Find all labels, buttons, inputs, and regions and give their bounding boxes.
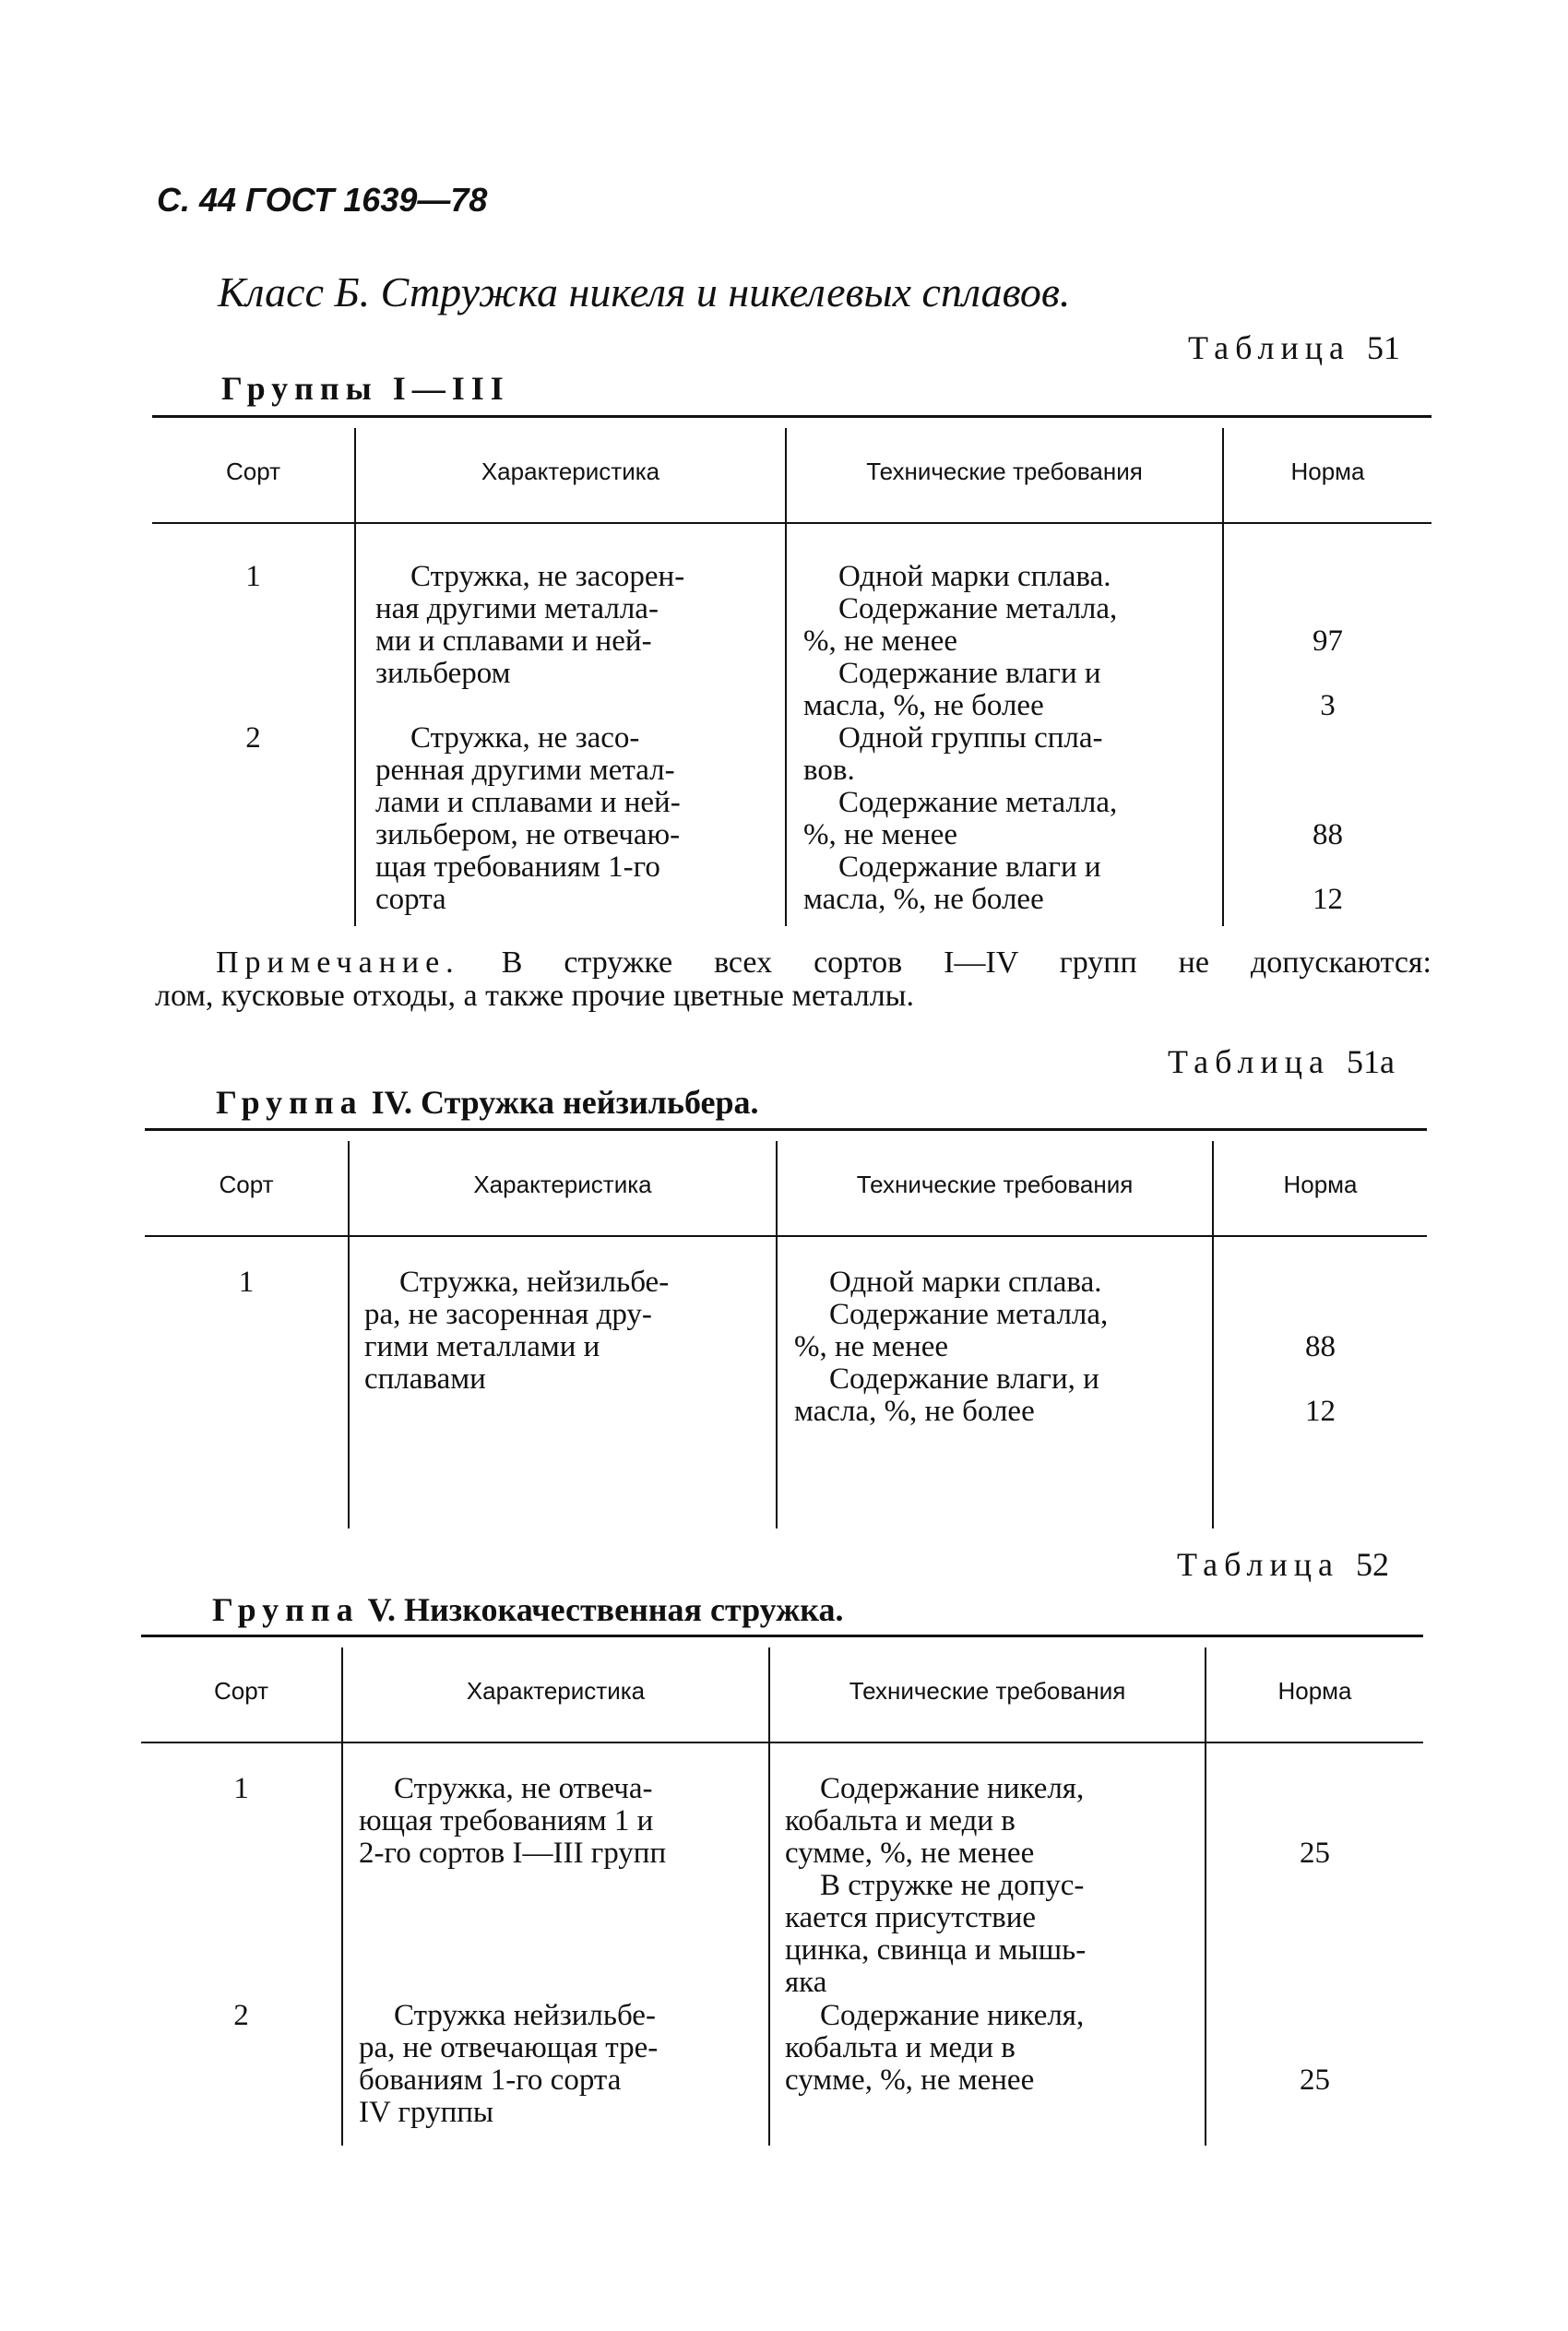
column-divider	[768, 1647, 770, 2146]
cell-line: вов.	[803, 754, 855, 787]
table-row-characteristic	[364, 1267, 669, 1396]
cell-line: %, не менее	[794, 1330, 949, 1363]
cell-line: Содержание влаги и	[838, 850, 1101, 884]
cell-line: сорта	[375, 883, 446, 916]
table-row-norm: 12	[1305, 1395, 1336, 1428]
header-norm: Норма	[1283, 1171, 1358, 1198]
table-header-rule	[141, 1742, 1423, 1743]
cell-line: кобальта и меди в	[785, 2031, 1016, 2064]
cell-line: сплавами	[364, 1362, 486, 1396]
cell-line: лами и сплавами и ней-	[375, 786, 681, 819]
note-line-1	[155, 946, 1431, 980]
table-51-group-title	[221, 369, 510, 408]
cell-line: ренная другими метал-	[375, 754, 675, 787]
table-label-word: Таблица	[1177, 1546, 1339, 1583]
table-row-characteristic	[375, 561, 684, 690]
cell-line: Одной марки сплава.	[838, 560, 1111, 593]
column-divider	[348, 1141, 350, 1528]
cell-line: В стружке не допус-	[820, 1869, 1085, 1902]
cell-line: яка	[785, 1966, 827, 1999]
cell-line: гими металлами и	[364, 1330, 600, 1363]
table-51a	[145, 1128, 1427, 1534]
cell-line: %, не менее	[803, 624, 958, 658]
group-title-text: V. Низкокачественная стружка.	[367, 1591, 844, 1628]
header-requirements: Технические требования	[866, 458, 1143, 485]
table-51a-group-title	[216, 1083, 759, 1122]
column-divider	[785, 428, 787, 926]
cell-line: сумме, %, не менее	[785, 2063, 1035, 2097]
header-norm: Норма	[1290, 458, 1365, 485]
table-row-norm: 25	[1300, 2063, 1330, 2097]
cell-line: масла, %, не более	[803, 689, 1044, 722]
table-row-sort: 1	[233, 1772, 249, 1805]
cell-line: ми и сплавами и ней-	[375, 624, 652, 658]
cell-line: IV группы	[359, 2096, 494, 2129]
header-characteristic: Характеристика	[473, 1171, 652, 1198]
table-row-requirements	[803, 722, 1117, 916]
table-row-characteristic	[359, 2000, 658, 2129]
cell-line: бованиям 1-го сорта	[359, 2063, 622, 2097]
cell-line: Стружка нейзильбе-	[394, 1999, 656, 2032]
table-header-rule	[145, 1235, 1427, 1237]
note	[155, 946, 1431, 1013]
cell-line: Содержание металла,	[838, 786, 1118, 819]
page-header: С. 44 ГОСТ 1639—78	[157, 181, 488, 219]
cell-line: 2-го сортов I—III групп	[359, 1837, 667, 1870]
column-divider	[1222, 428, 1224, 926]
table-row-norm: 3	[1320, 689, 1336, 722]
table-number: 51	[1366, 329, 1400, 366]
cell-line: щая требованиям 1-го	[375, 850, 660, 884]
cell-line: Содержание никеля,	[820, 1772, 1085, 1805]
table-number: 51а	[1346, 1043, 1395, 1080]
cell-line: цинка, свинца и мышь-	[785, 1933, 1087, 1967]
cell-line: кается присутствие	[785, 1901, 1037, 1934]
table-row-sort: 1	[238, 1266, 255, 1299]
table-row-requirements	[794, 1267, 1108, 1428]
note-line-2: лом, кусковые отходы, а также прочие цветные металлы.	[155, 979, 915, 1013]
cell-line: ющая требованиям 1 и	[359, 1804, 654, 1837]
note-label: Примечание.	[216, 945, 460, 980]
table-label-word: Таблица	[1188, 329, 1350, 366]
header-norm: Норма	[1277, 1677, 1352, 1705]
cell-line: зильбером	[375, 657, 511, 690]
table-row-requirements	[803, 561, 1117, 722]
column-divider	[776, 1141, 778, 1528]
header-sort: Сорт	[219, 1171, 274, 1198]
column-divider	[341, 1647, 343, 2146]
table-row-requirements	[785, 1773, 1086, 1999]
column-divider	[354, 428, 356, 926]
table-row-requirements	[785, 2000, 1084, 2097]
cell-line: Содержание металла,	[838, 592, 1118, 625]
cell-line: кобальта и меди в	[785, 1804, 1016, 1837]
table-top-rule	[141, 1635, 1423, 1637]
table-row-sort: 1	[245, 560, 261, 593]
cell-line: сумме, %, не менее	[785, 1837, 1035, 1870]
cell-line: масла, %, не более	[794, 1395, 1035, 1428]
table-row-sort: 2	[233, 1999, 249, 2032]
cell-line: Стружка, нейзильбе-	[399, 1266, 670, 1299]
cell-line: Содержание металла,	[829, 1298, 1109, 1331]
cell-line: зильбером, не отвечаю-	[375, 818, 681, 851]
header-characteristic: Характеристика	[481, 458, 660, 485]
header-sort: Сорт	[213, 1677, 269, 1705]
group-title-text: IV. Стружка нейзильбера.	[371, 1084, 759, 1121]
cell-line: ра, не засоренная дру-	[364, 1298, 652, 1331]
cell-line: %, не менее	[803, 818, 958, 851]
table-row-characteristic	[359, 1773, 666, 1870]
cell-line: Стружка, не засо-	[410, 721, 640, 755]
header-requirements: Технические требования	[849, 1677, 1126, 1705]
table-top-rule	[152, 415, 1431, 418]
group-title-text: Группы I—III	[221, 370, 510, 407]
cell-line: Одной группы спла-	[838, 721, 1103, 755]
note-text-1: В стружке всех сортов I—IV групп не допускаются:	[501, 945, 1431, 980]
cell-line: Стружка, не отвеча-	[394, 1772, 653, 1805]
table-row-norm: 12	[1313, 883, 1343, 916]
table-top-rule	[145, 1128, 1427, 1131]
header-characteristic: Характеристика	[466, 1677, 646, 1705]
table-51	[152, 415, 1431, 932]
cell-line: масла, %, не более	[803, 883, 1044, 916]
table-label-word: Таблица	[1168, 1043, 1330, 1080]
table-51-label	[1188, 328, 1400, 367]
cell-line: Содержание влаги, и	[829, 1362, 1099, 1396]
table-row-norm: 25	[1300, 1837, 1330, 1870]
group-word: Группа	[212, 1591, 360, 1628]
table-52-group-title	[212, 1590, 844, 1629]
table-row-norm: 97	[1313, 624, 1343, 658]
table-52-label	[1177, 1545, 1389, 1584]
cell-line: Стружка, не засорен-	[410, 560, 685, 593]
table-52	[141, 1635, 1423, 2151]
cell-line: ра, не отвечающая тре-	[359, 2031, 659, 2064]
cell-line: Содержание влаги и	[838, 657, 1101, 690]
table-row-norm: 88	[1305, 1330, 1336, 1363]
cell-line: ная другими металла-	[375, 592, 659, 625]
table-header-rule	[152, 522, 1431, 524]
header-requirements: Технические требования	[856, 1171, 1134, 1198]
table-row-characteristic	[375, 722, 681, 916]
table-row-norm: 88	[1313, 818, 1343, 851]
table-51a-label	[1168, 1042, 1395, 1081]
header-sort: Сорт	[225, 458, 281, 485]
table-number: 52	[1355, 1546, 1389, 1583]
group-word: Группа	[216, 1084, 363, 1121]
table-row-sort: 2	[245, 721, 261, 755]
cell-line: Одной марки сплава.	[829, 1266, 1102, 1299]
cell-line: Содержание никеля,	[820, 1999, 1085, 2032]
section-title: Класс Б. Стружка никеля и никелевых сплавов.	[218, 268, 1071, 315]
